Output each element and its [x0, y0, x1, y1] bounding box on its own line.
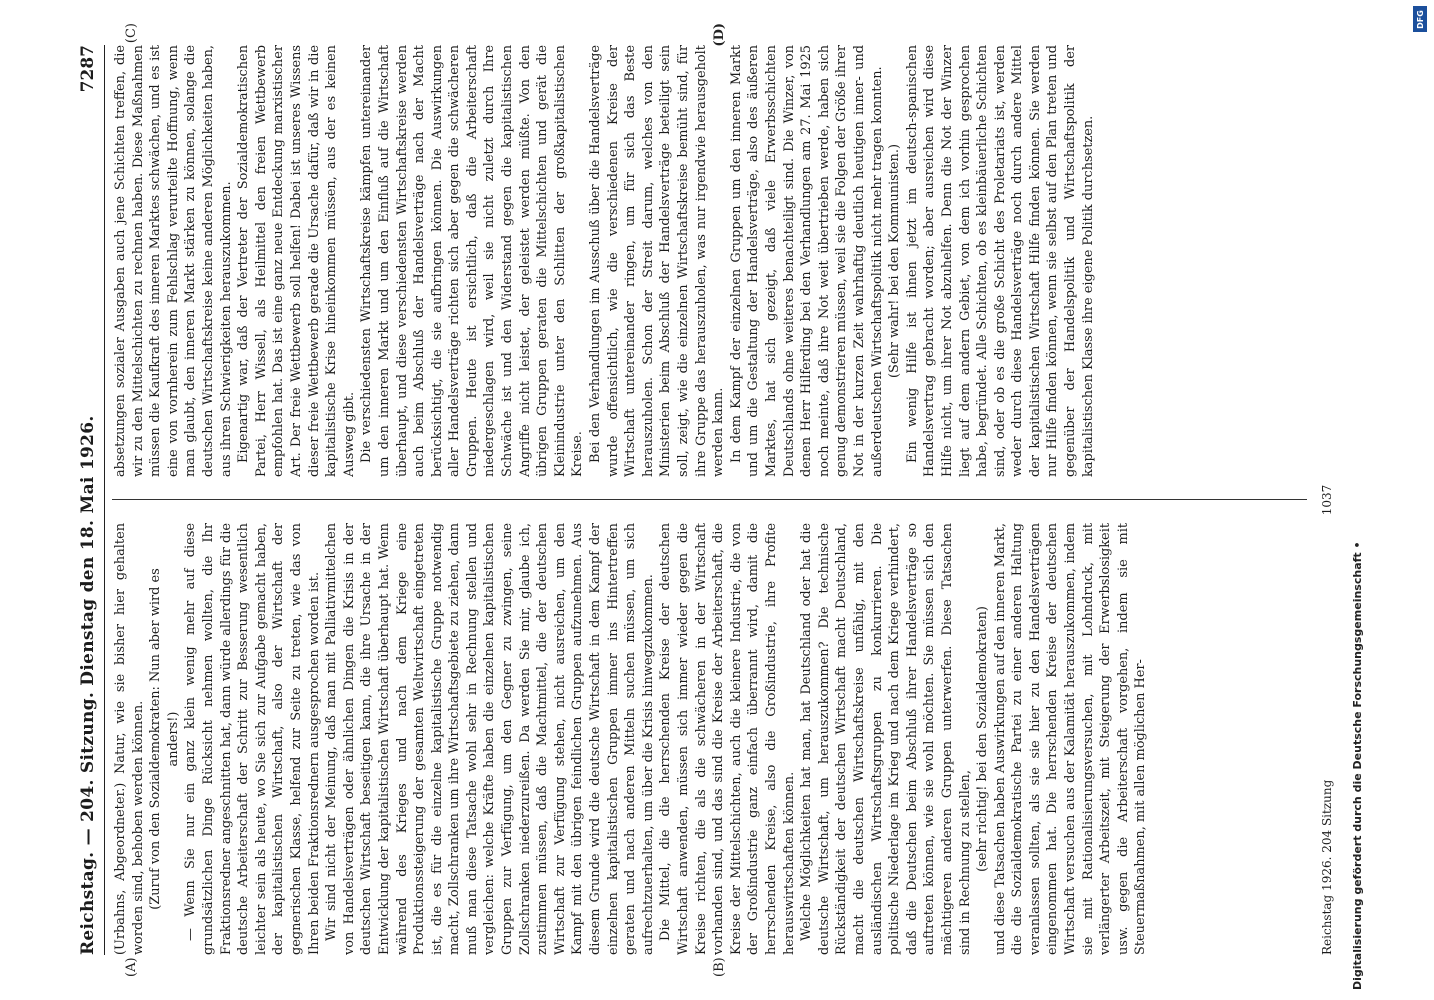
paragraph: und diese Tatsachen haben Auswirkungen auf den inneren Markt, die die Sozialdemokratische Partei zu einer anderen Haltung veranlassen sollten, als sie sie hier zu den Handelsverträgen eingenommen hat. Die herrschenden Kreise der deutschen Wirtschaft versuchen aus der Kalamität herauszukommen, indem sie mit Rationalisierungsversuchen, mit Lohndruck, mit verlängerter Arbeitszeit, mit Steigerung der Erwerbslosigkeit usw. gegen die Arbeiterschaft vorgehen, indem sie mit Steuermaßnahmen, mit allen möglichen Her-: [992, 523, 1149, 955]
interjection: (sehr richtig! bei den Sozialdemokraten): [975, 606, 991, 872]
page-number: 7287: [78, 45, 98, 93]
paragraph: Die verschiedensten Wirtschaftskreise kämpfen untereinander um den inneren Markt und um den Einfluß auf die Wirtschaft überhaupt, und diese verschiedensten Wirtschaftskreise werden auch beim Abschluß der Handelsverträge nach der Macht berücksichtigt, die sie aufbringen können. Die Auswirkungen aller Handelsverträge richten sich aber gegen die schwächeren Gruppen. Heute ist ersichtlich, daß die Arbeiterschaft niedergeschlagen wird, weil sie nicht zuletzt durch Ihre Schwäche ist und den Widerstand gegen die kapitalistischen Angriffe nicht leistet, der geleistet werden müßte. Von den übrigen Gruppen geraten die Mittelschichten und gerät die Kleinindustrie unter den Schlitten der großkapitalistischen Kreise.: [359, 45, 586, 477]
document-page: [72, 23, 1362, 977]
right-column: [112, 45, 1307, 477]
left-column: [112, 523, 1307, 955]
column-divider: [112, 499, 1307, 500]
margin-marker-b: (B): [712, 957, 727, 977]
footer-sheet-number: 1037: [1320, 484, 1334, 516]
paragraph: Die Mittel, die die herrschenden Kreise der deutschen Wirtschaft anwenden, müssen sich immer wieder gegen die Kreise richten, die als die schwächeren in der Wirtschaft vorhanden sind, und das sind die Kreise der Arbeiterschaft, die Kreise der Mittelschichten, auch die kleinere Industrie, die von der Großindustrie ganz einfach überrannt wird, damit die herrschenden Kreise, also die Großindustrie, ihre Profite herauswirtschaften können.: [658, 523, 797, 955]
interjection: (Sehr wahr! bei den Kommunisten.): [887, 144, 903, 378]
dfg-logo: DFG: [1413, 6, 1427, 32]
margin-marker-d: (D): [712, 23, 727, 47]
paragraph: Eigenartig war, daß der Vertreter der Sozialdemokratischen Partei, Herr Wissell, als Heilmittel den freien Wettbewerb empfohlen hat. Das ist eine ganz neue Entdeckung marxistischer Art. Der freie Wettbewerb soll helfen! Dabei ist unseres Wissens dieser freie Wettbewerb gerade die Ursache dafür, daß wir in die kapitalistische Krise hineinkommen müssen, aus der es keinen Ausweg gibt.: [236, 45, 357, 477]
paragraph: In dem Kampf der einzelnen Gruppen um den inneren Markt und um die Gestaltung der Handelsverträge, also des äußeren Marktes, hat sich gezeigt, daß viele Erwerbsschichten Deutschlands ohne weiteres benachteiligt sind. Die Winzer, von denen Herr Hilferding bei den Verhandlungen am 27. Mai 1925 noch meinte, daß ihre Not weit übertrieben werde, haben sich genug demonstrieren müssen, weil sie die Folgen der Größe ihrer Not in der kurzen Zeit wahrhaftig deutlich heutigen inner- und außerdeutschen Wirtschaftspolitik nicht mehr tragen konnten.: [728, 45, 885, 477]
footer-signature: Reichstag 1926. 204 Sitzung: [1320, 779, 1334, 955]
paragraph: Welche Möglichkeiten hat man, hat Deutschland oder hat die deutsche Wirtschaft, um herauszukommen? Die technische Rückständigkeit der deutschen Wirtschaft macht Deutschland, macht die deutschen Wirtschaftskreise unfähig, mit den ausländischen Wirtschaftsgruppen zu konkurrieren. Die politische Niederlage im Krieg und nach dem Kriege verhindert, daß die Deutschen beim Abschluß ihrer Handelsverträge so auftreten können, wie sie wohl möchten. Sie müssen sich den mächtigeren anderen Gruppen unterwerfen. Diese Tatsachen sind in Rechnung zu stellen,: [799, 523, 973, 955]
paragraph: absetzungen sozialer Ausgaben auch jene Schichten treffen, die wir zu den Mittelschichten zu rechnen haben. Diese Maßnahmen müssen die Kaufkraft des inneren Marktes schwächen, und es ist eine von vornherein zum Fehlschlag verurteilte Hoffnung, wenn man glaubt, den inneren Markt stärken zu können, solange die deutschen Wirtschaftskreise keine anderen Möglichkeiten haben, aus ihren Schwierigkeiten herauszukommen.: [113, 45, 234, 477]
paragraph: (Urbahns, Abgeordneter.) Natur, wie sie bisher hier gehalten worden sind, behoben werden können.: [113, 523, 146, 955]
paragraph: Bei den Verhandlungen im Ausschuß über die Handelsverträge wurde offensichtlich, wie die verschiedenen Kreise der Wirtschaft untereinander ringen, um für sich das Beste herauszuholen. Schon der Streit darum, welches von den Ministerien beim Abschluß der Handelsverträge beteiligt sein soll, zeigt, wie die einzelnen Wirtschaftskreise bemüht sind, für ihre Gruppe das herauszuholen, was nur irgendwie herausgeholt werden kann.: [588, 45, 727, 477]
digitization-credit: Digitalisierung gefördert durch die Deutsche Forschungsgemeinschaft •: [1351, 541, 1364, 990]
running-title: Reichstag. — 204. Sitzung. Dienstag den 18. Mai 1926.: [78, 415, 98, 955]
paragraph: Ein wenig Hilfe ist ihnen jetzt im deutsch-spanischen Handelsvertrag gebracht worden; aber ausreichen wird diese Hilfe nicht, um ihrer Not abzuhelfen. Denn die Not der Winzer liegt auf dem andern Gebiet, von dem ich vorhin gesprochen habe, begründet. Alle Schichten, ob es kleinbäuerliche Schichten sind, oder ob es die große Schicht des Proletariats ist, werden weder durch diese Handelsverträge noch durch andere Mittel der kapitalistischen Wirtschaft Hilfe finden können. Sie werden nur Hilfe finden können, wenn sie selbst auf den Plan treten und gegenüber der Handelspolitik und Wirtschaftspolitik der kapitalistischen Klasse ihre eigene Politik durchsetzen.: [904, 45, 1096, 477]
paragraph: — Wenn Sie nur ein ganz klein wenig mehr auf diese grundsätzlichen Dinge Rücksicht nehmen wollten, die Ihr Fraktionsredner angeschnitten hat, dann würde allerdings für die deutsche Arbeiterschaft der Schritt zur Besserung wesentlich leichter sein als heute, wo Sie sich zur Aufgabe gemacht haben, der kapitalistischen Wirtschaft, also der Wirtschaft der gegnerischen Klasse, helfend zur Seite zu treten, wie das von Ihren beiden Fraktionsrednern ausgesprochen worden ist.: [183, 523, 322, 955]
margin-marker-a: (A): [124, 957, 139, 977]
header-rule: [104, 45, 105, 955]
paragraph: Wir sind nicht der Meinung, daß man mit Palliativmittelchen von Handelsverträgen oder ähnlichen Dingen die Krisis in der deutschen Wirtschaft beseitigen kann, die ihre Ursache in der Entwicklung der kapitalistischen Wirtschaft überhaupt hat. Wenn während des Krieges und nach dem Kriege eine Produktionssteigerung der gesamten Weltwirtschaft eingetreten ist, die es für die einzelne kapitalistische Gruppe notwendig macht, Zollschranken um ihre Wirtschaftsgebiete zu ziehen, dann muß man diese Tatsache wohl sehr in Rechnung stellen und vergleichen: welche Kräfte haben die einzelnen kapitalistischen Gruppen zur Verfügung, um den Gegner zu zwingen, seine Zollschranken niederzureißen. Da werden Sie mir, glaube ich, zustimmen müssen, daß die Machtmittel, die der deutschen Wirtschaft zur Verfügung stehen, nicht ausreichen, um den Kampf mit den übrigen feindlichen Gruppen aufzunehmen. Aus diesem Grunde wird die deutsche Wirtschaft in dem Kampf der einzelnen kapitalistischen Gruppen immer ins Hintertreffen geraten und nach anderen Mitteln suchen müssen, um sich aufrechtzuerhalten, um über die Krisis hinwegzukommen.: [324, 523, 656, 955]
margin-marker-c: (C): [124, 23, 139, 44]
interjection: (Zuruf von den Sozialdemokraten: Nun aber wird es anders!): [148, 568, 181, 910]
page-header: [72, 45, 106, 955]
